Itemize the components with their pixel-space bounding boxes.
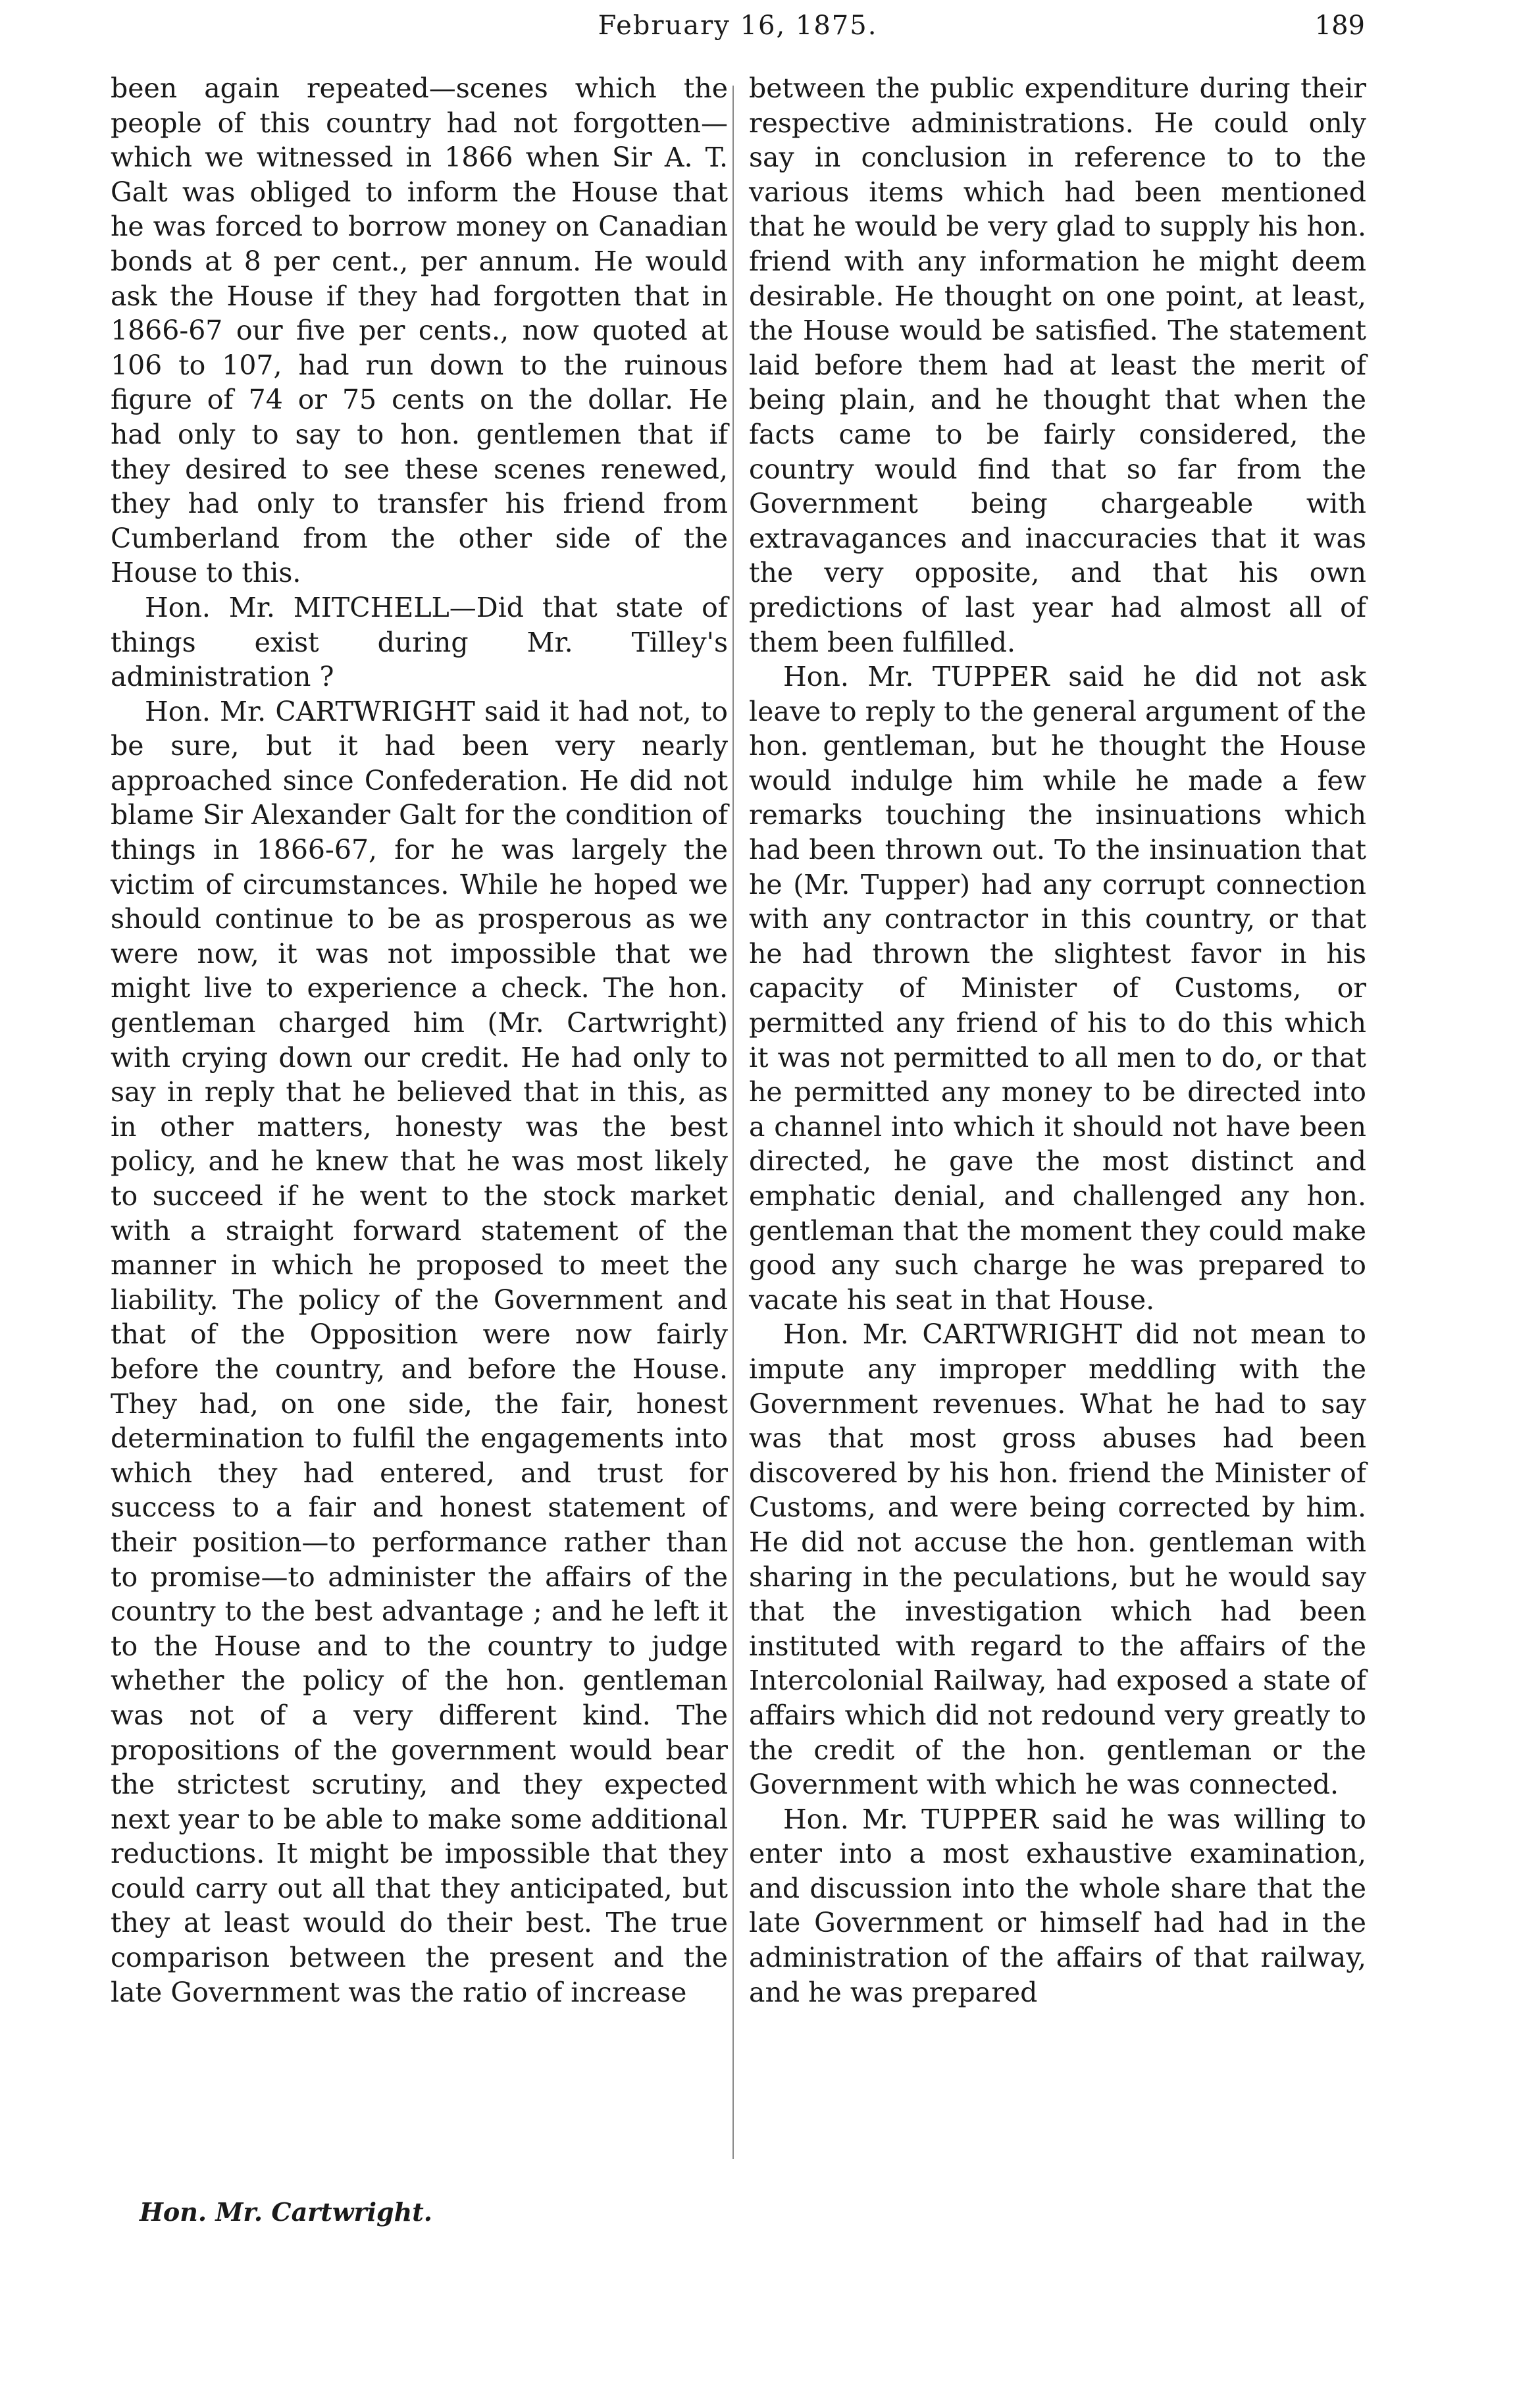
paragraph: between the public expenditure during their respective administrations. He could only say in conclusion in reference to to the various items which had been mentioned that he would be very glad to supply his hon. friend with any information he might deem desirable. He thought on one point, at least, the House would be satisfied. The statement laid before them had at least the merit of being plain, and he thought that when the facts came to be fairly considered, the country would find that so far from the Government being chargeable with extravagances and inaccuracies that it was the very opposite, and that his own predictions of last year had almost all of them been fulfilled. <box>749 72 1366 658</box>
left-column <box>111 71 728 2010</box>
paragraph: Hon. Mr. MITCHELL—Did that state of things exist during Mr. Tilley's administration ? <box>111 591 728 693</box>
paragraph: Hon. Mr. TUPPER said he did not ask leave to reply to the general argument of the hon. gentleman, but he thought the House would indulge him while he made a few remarks touching the insinuations which had been thrown out. To the insinuation that he (Mr. Tupper) had any corrupt connection with any contractor in this country, or that he had thrown the slightest favor in his capacity of Minister of Customs, or permitted any friend of his to do this which it was not permitted to all men to do, or that he permitted any money to be directed into a channel into which it should not have been directed, he gave the most distinct and emphatic denial, and challenged any hon. gentleman that the moment they could make good any such charge he was prepared to vacate his seat in that House. <box>749 661 1366 1316</box>
paragraph: Hon. Mr. CARTWRIGHT did not mean to impute any improper meddling with the Government revenues. What he had to say was that most gross abuses had been discovered by his hon. friend the Minister of Customs, and were being corrected by him. He did not accuse the hon. gentleman with sharing in the peculations, but he would say that the investigation which had been instituted with regard to the affairs of the Intercolonial Railway, had exposed a state of affairs which did not redound very greatly to the credit of the hon. gentleman or the Government with which he was connected. <box>749 1318 1366 1801</box>
catchword: Hon. Mr. Cartwright. <box>140 2197 432 2227</box>
page-number: 189 <box>1314 11 1365 41</box>
running-head: February 16, 1875. <box>598 11 878 41</box>
page-header <box>111 11 1365 57</box>
paragraph: Hon. Mr. CARTWRIGHT said it had not, to be sure, but it had been very nearly approached since Confederation. He did not blame Sir Alexander Galt for the condition of things in 1866-67, for he was largely the victim of circumstances. While he hoped we should continue to be as prosperous as we were now, it was not impossible that we might live to experience a check. The hon. gentleman charged him (Mr. Cartwright) with crying down our credit. He had only to say in reply that he believed that in this, as in other matters, honesty was the best policy, and he knew that he was most likely to succeed if he went to the stock market with a straight forward statement of the manner in which he proposed to meet the liability. The policy of the Government and that of the Opposition were now fairly before the country, and before the House. They had, on one side, the fair, honest determination to fulfil the engagements into which they had entered, and trust for success to a fair and honest statement of their position—to performance rather than to promise—to administer the affairs of the country to the best advantage ; and he left it to the House and to the country to judge whether the policy of the hon. gentleman was not of a very different kind. The propositions of the government would bear the strictest scrutiny, and they expected next year to be able to make some additional reductions. It might be impossible that they could carry out all that they anticipated, but they at least would do their best. The true comparison between the present and the late Government was the ratio of increase <box>111 695 728 2008</box>
paragraph: Hon. Mr. TUPPER said he was willing to enter into a most exhaustive examination, and discussion into the whole share that the late Government or himself had had in the administration of the affairs of that railway, and he was prepared <box>749 1803 1366 2008</box>
right-column <box>749 71 1366 2010</box>
column-divider <box>732 86 734 2159</box>
paragraph: been again repeated—scenes which the people of this country had not forgotten—which we witnessed in 1866 when Sir A. T. Galt was obliged to inform the House that he was forced to borrow money on Canadian bonds at 8 per cent., per annum. He would ask the House if they had forgotten that in 1866-67 our five per cents., now quoted at 106 to 107, had run down to the ruinous figure of 74 or 75 cents on the dollar. He had only to say to hon. gentlemen that if they desired to see these scenes renewed, they had only to transfer his friend from Cumberland from the other side of the House to this. <box>111 72 728 589</box>
